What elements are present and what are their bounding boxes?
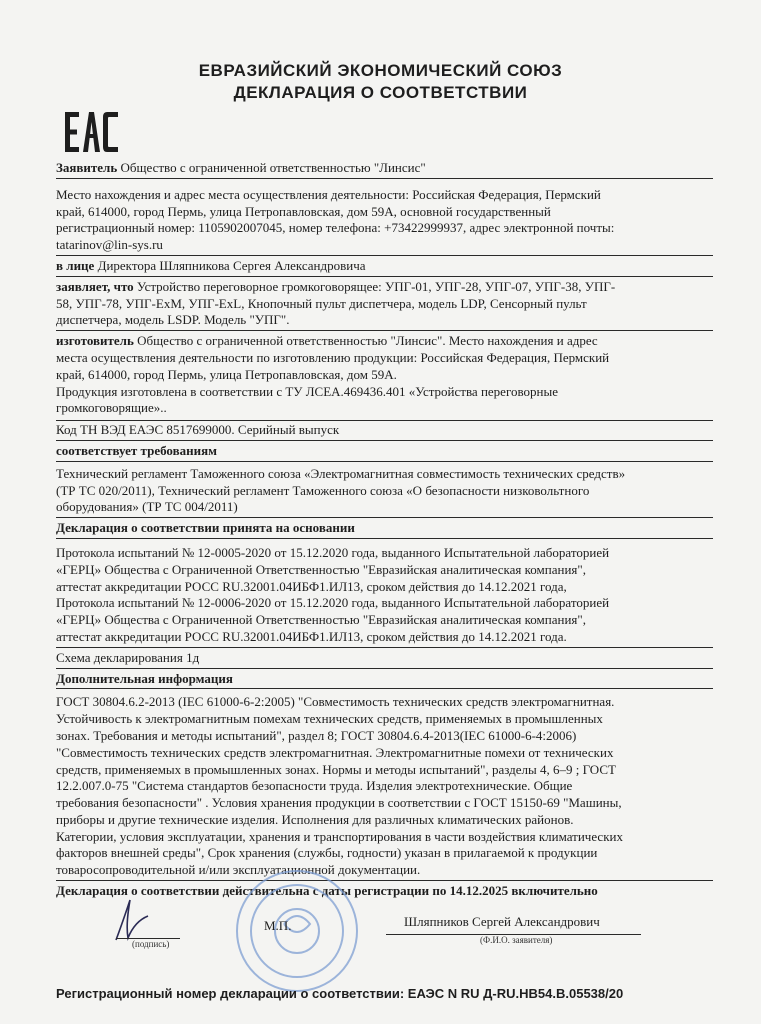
declaration-title: ДЕКЛАРАЦИЯ О СООТВЕТСТВИИ: [233, 83, 528, 102]
address-line: Место нахождения и адрес места осуществления деятельности: Российская Федерация, Пермский: [56, 186, 601, 202]
additional-line: 12.2.007.0-75 "Система стандартов безопасности труда. Изделия электротехнические. Общие: [56, 778, 573, 794]
basis-line: «ГЕРЦ» Общества с Ограниченной Ответственностью "Евразийская аналитическая компания",: [56, 612, 586, 628]
declares-line: Устройство переговорное громкоговорящее: УПГ-01, УПГ-28, УПГ-07, УПГ-38, УПГ-: [136, 278, 616, 294]
additional-line: требования безопасности" . Условия хранения продукции в соответствии с ГОСТ 15150-69 "Машины,: [56, 795, 622, 811]
manufacturer-block: [56, 333, 713, 418]
address-block: [56, 187, 713, 256]
basis-label: Декларация о соответствии принята на основании: [56, 520, 355, 536]
basis-block: [56, 545, 713, 648]
scheme-row: [56, 650, 713, 669]
handwritten-signature: [108, 894, 158, 944]
basis-line: аттестат аккредитации РОСС RU.32001.04ИБФ1.ИЛ13, сроком действия до 14.12.2021 года,: [56, 578, 567, 594]
additional-line: средств, применяемых в промышленных зонах. Нормы и методы испытаний", разделы 4, 6–9 ; ГОСТ: [56, 761, 616, 777]
signature-area: [56, 888, 713, 968]
requirements-line: Технический регламент Таможенного союза «Электромагнитная совместимость технических средств»: [56, 465, 626, 481]
declares-line: диспетчера, модель LSDP. Модель "УПГ".: [56, 312, 290, 328]
basis-line: «ГЕРЦ» Общества с Ограниченной Ответственностью "Евразийская аналитическая компания",: [56, 561, 586, 577]
manufacturer-line: места осуществления деятельности по изготовлению продукции: Российская Федерация, Пермский: [56, 349, 610, 365]
applicant-row: [56, 160, 713, 179]
requirements-line: оборудования» (ТР ТС 004/2011): [56, 499, 238, 515]
additional-line: факторов внешней среды", Срок хранения (службы, годности) указан в прилагаемой к продукции: [56, 845, 598, 861]
additional-line: Категории, условия эксплуатации, хранения и транспортирования в части воздействия климатических: [56, 828, 623, 844]
signer-name: Шляпников Сергей Александрович: [404, 914, 600, 929]
declares-line: 58, УПГ-78, УПГ-ExM, УПГ-ExL, Кнопочный пульт диспетчера, модель LDP, Сенсорный пульт: [56, 295, 587, 311]
basis-label-row: [56, 520, 713, 539]
manufacturer-line: край, 614000, город Пермь, улица Петропавловская, дом 59А.: [56, 366, 397, 382]
registration-number: Регистрационный номер декларации о соответствии: ЕАЭС N RU Д-RU.НВ54.В.05538/20: [56, 986, 624, 1001]
additional-line: ГОСТ 30804.6.2-2013 (IEC 61000-6-2:2005) "Совместимость технических средств электромагнитная.: [56, 694, 615, 710]
additional-line: приборы и другие технические изделия. Исполнения для различных климатических районов.: [56, 811, 574, 827]
additional-line: товаросопроводительной и/или эксплуатационной документации.: [56, 862, 421, 878]
seal-place-mark: М.П.: [264, 918, 292, 933]
requirements-line: (ТР ТС 020/2011), Технический регламент Таможенного союза «О безопасности низковольтного: [56, 482, 590, 498]
requirements-block: [56, 466, 713, 518]
basis-line: аттестат аккредитации РОСС RU.32001.04ИБФ1.ИЛ13, сроком действия до 14.12.2021 года.: [56, 628, 567, 644]
declares-block: [56, 279, 713, 331]
applicant-name: Общество с ограниченной ответственностью "Линсис": [120, 160, 426, 175]
declaration-body: [56, 160, 713, 903]
code-text: Код ТН ВЭД ЕАЭС 8517699000. Серийный выпуск: [56, 422, 340, 438]
additional-line: Устойчивость к электромагнитным помехам технических средств, применяемых в промышленных: [56, 711, 603, 727]
document-header: [0, 60, 761, 104]
requirements-label-row: [56, 443, 713, 462]
production-line: громкоговорящие»..: [56, 400, 167, 416]
applicant-label: Заявитель: [56, 160, 118, 175]
person-row: [56, 258, 713, 277]
additional-label: Дополнительная информация: [56, 670, 233, 686]
production-line: Продукция изготовлена в соответствии с ТУ ЛСЕА.469436.401 «Устройства переговорные: [56, 383, 558, 399]
validity-text: Декларация о соответствии действительна с даты регистрации по 14.12.2025 включительно: [56, 883, 598, 899]
sign-caption: (подпись): [132, 939, 170, 949]
requirements-label: соответствует требованиям: [56, 442, 217, 458]
union-title: ЕВРАЗИЙСКИЙ ЭКОНОМИЧЕСКИЙ СОЮЗ: [198, 61, 563, 80]
person-label: в лице: [56, 257, 95, 273]
manufacturer-line: Общество с ограниченной ответственностью "Линсис". Место нахождения и адрес: [137, 333, 598, 349]
signer-caption: (Ф.И.О. заявителя): [480, 935, 553, 945]
basis-line: Протокола испытаний № 12-0005-2020 от 15.12.2020 года, выданного Испытательной лабораторией: [56, 544, 610, 560]
eac-logo-icon: [63, 108, 121, 156]
declares-label: заявляет, что: [56, 278, 134, 294]
person-text: Директора Шляпникова Сергея Александровича: [97, 257, 366, 273]
address-line: регистрационный номер: 1105902007045, номер телефона: +73422999937, адрес электронной почты:: [56, 220, 615, 236]
additional-label-row: [56, 671, 713, 690]
address-line: край, 614000, город Пермь, улица Петропавловская, дом 59А, основной государственный: [56, 203, 551, 219]
additional-line: "Совместимость технических средств электромагнитная. Электромагнитные помехи от технических: [56, 744, 614, 760]
additional-line: зонах. Требования и методы испытаний", раздел 8; ГОСТ 30804.6.4-2013(IEC 61000-6-4:2006): [56, 727, 577, 743]
scheme-text: Схема декларирования 1д: [56, 649, 200, 665]
company-stamp-icon: [222, 866, 372, 996]
basis-line: Протокола испытаний № 12-0006-2020 от 15.12.2020 года, выданного Испытательной лабораторией: [56, 595, 610, 611]
code-row: [56, 420, 713, 441]
additional-block: [56, 694, 713, 881]
address-email: tatarinov@lin-sys.ru: [56, 237, 163, 253]
manufacturer-label: изготовитель: [56, 333, 134, 349]
